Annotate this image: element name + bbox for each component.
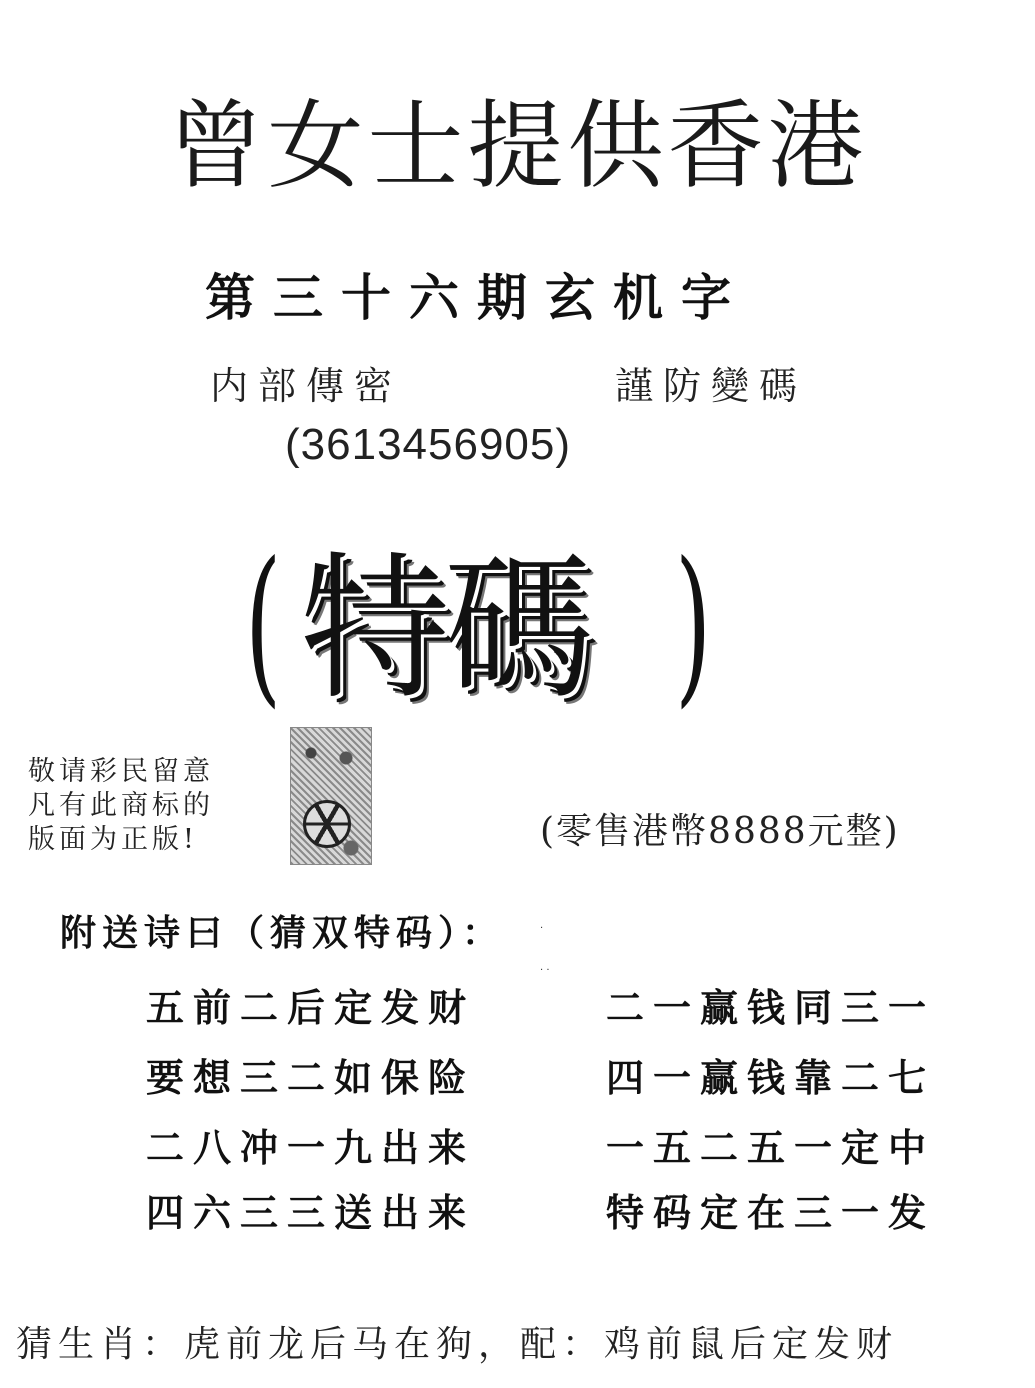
poem-line: 四六三三送出来 xyxy=(146,1191,476,1235)
page-title: 曾女士提供香港 xyxy=(167,90,868,202)
reference-code: (3613456905) xyxy=(285,420,572,469)
poem-line: 四一赢钱靠二七 xyxy=(606,1056,936,1100)
poem-line: 五前二后定发财 xyxy=(146,986,476,1030)
poem-line: 要想三二如保险 xyxy=(146,1056,476,1100)
note-warning: 謹防變碼 xyxy=(615,364,808,408)
issue-subtitle: 第三十六期玄机字 xyxy=(205,269,749,327)
notice-line: 敬请彩民留意 xyxy=(28,756,214,787)
trademark-image xyxy=(290,727,372,865)
zodiac-hint: 猜生肖：虎前龙后马在狗，配：鸡前鼠后定发财 xyxy=(16,1324,899,1365)
notice-line: 凡有此商标的 xyxy=(28,790,214,821)
emblem-open-paren: ( xyxy=(244,526,282,724)
poem-line: 特码定在三一发 xyxy=(606,1191,936,1235)
poem-line: 二一赢钱同三一 xyxy=(606,986,936,1030)
emblem-text: 特碼 xyxy=(300,538,589,722)
notice-line: 版面为正版! xyxy=(28,824,198,855)
emblem-close-paren: ) xyxy=(674,526,712,724)
note-internal: 内部傳密 xyxy=(210,364,403,408)
dots-decoration: · · · xyxy=(540,923,550,976)
authenticity-notice xyxy=(28,755,214,857)
wheel-icon xyxy=(303,800,351,848)
poem-line: 一五二五一定中 xyxy=(606,1126,936,1170)
poem-line: 二八冲一九出来 xyxy=(146,1126,476,1170)
special-code-emblem xyxy=(230,526,740,730)
retail-price: (零售港幣8888元整) xyxy=(540,811,900,852)
gift-poem-heading: 附送诗曰（猜双特码）： xyxy=(60,913,505,954)
